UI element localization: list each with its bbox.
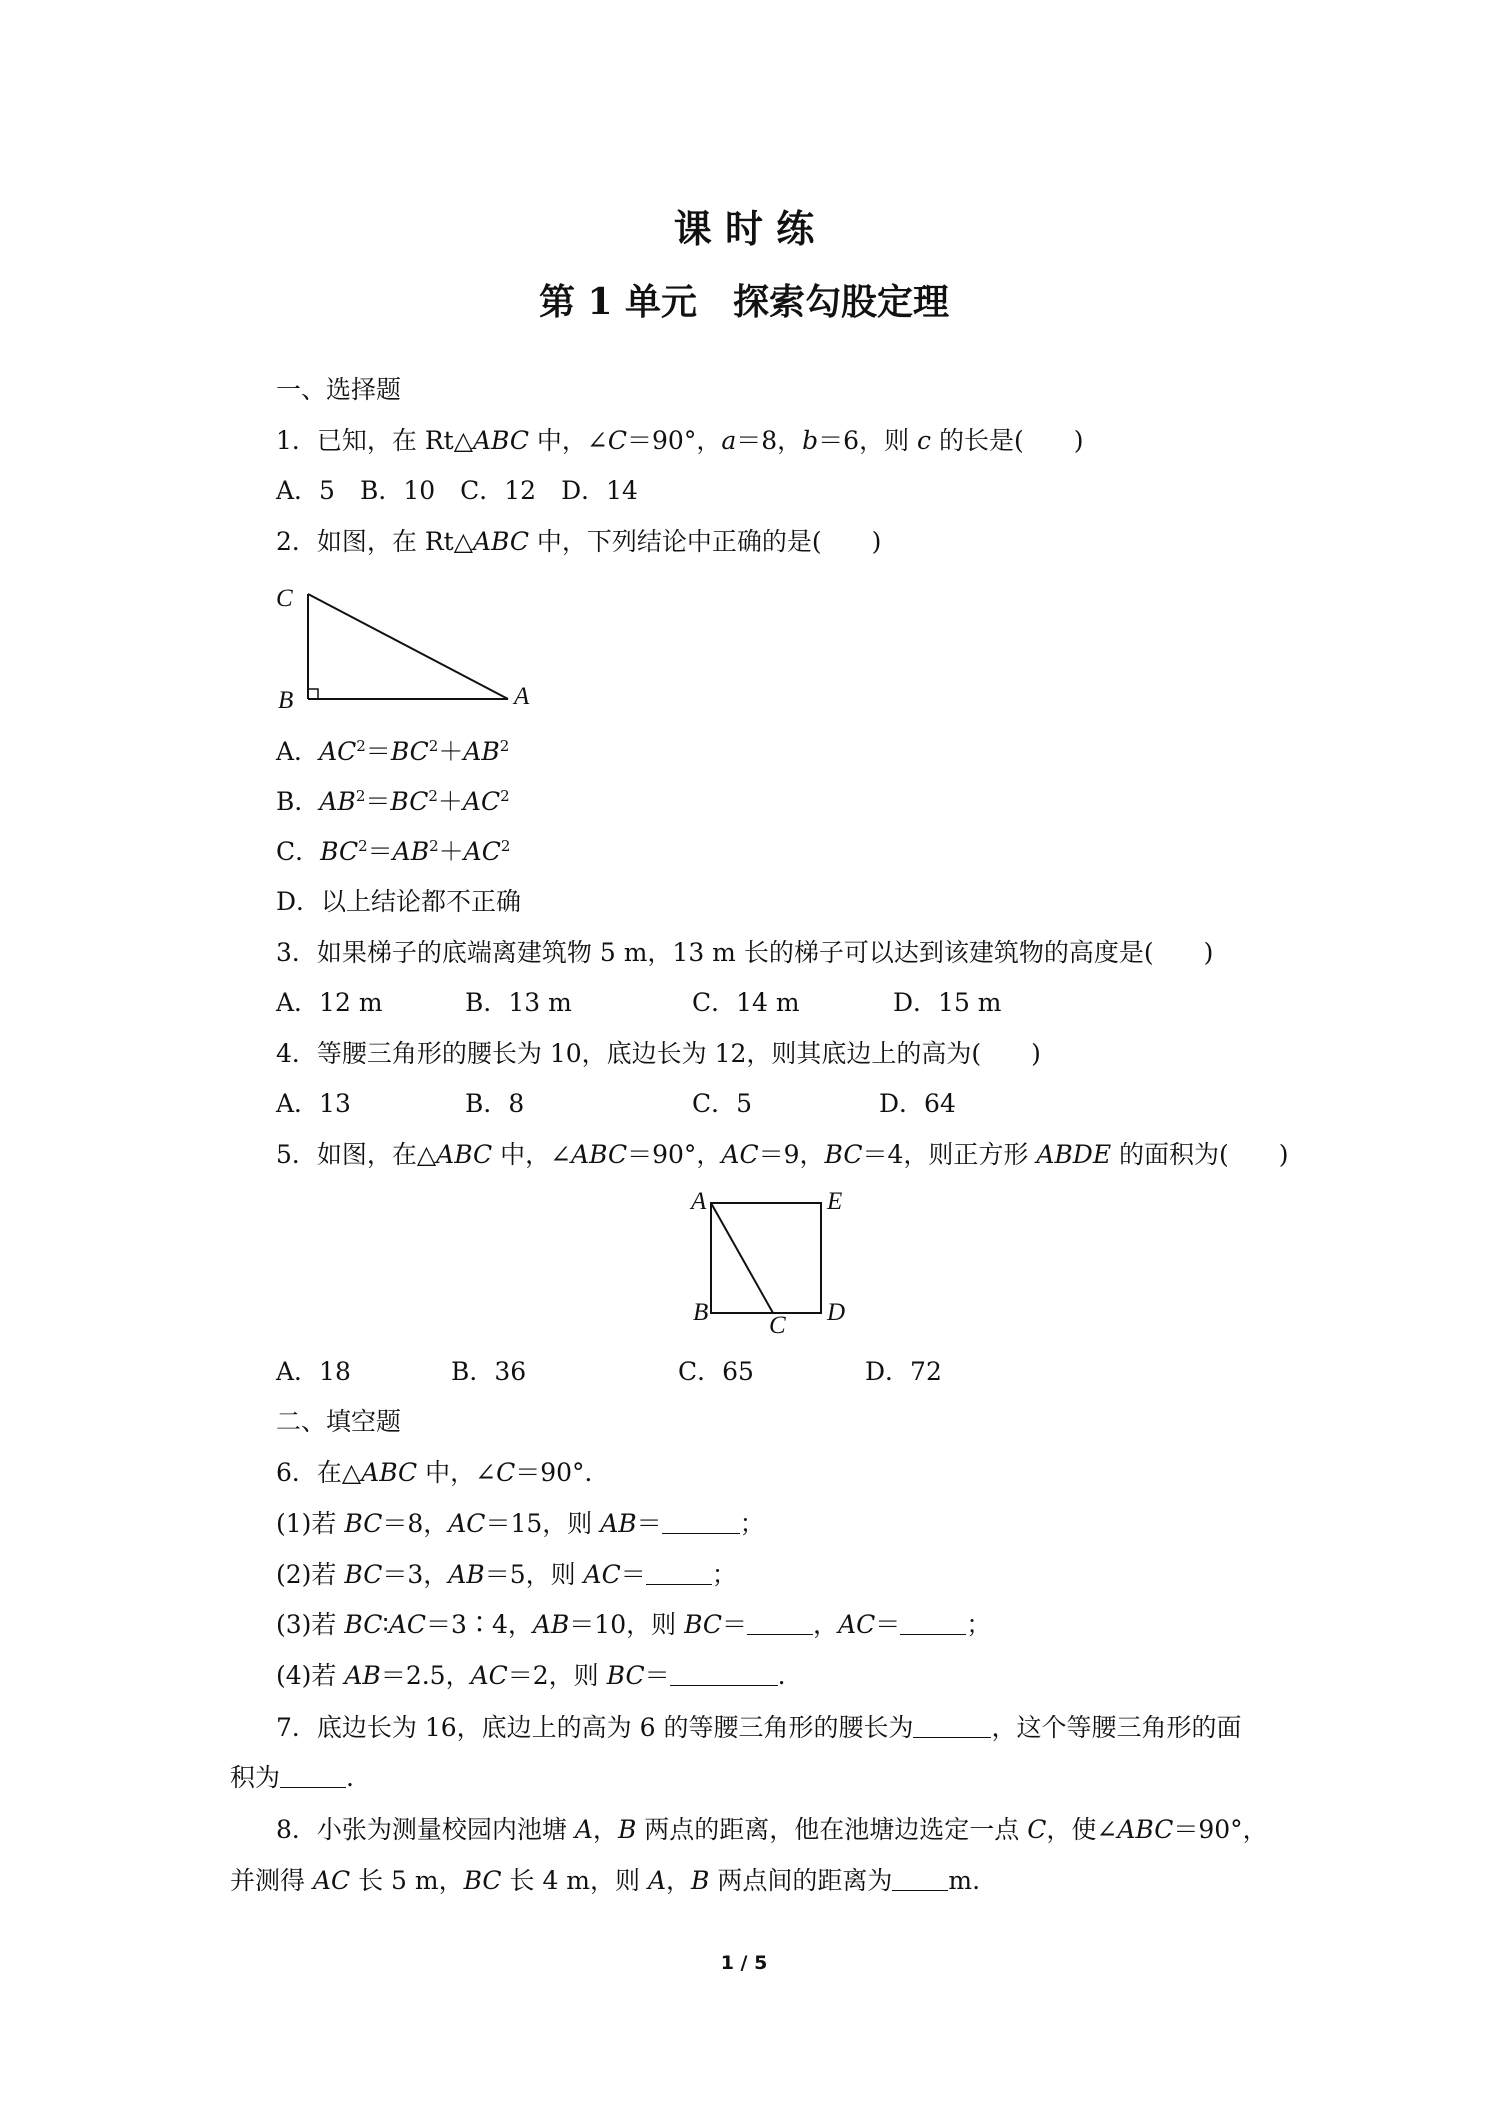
question-2-option-c: C．$BC^2=AB^2+AC^2$ [276,837,511,866]
question-2: 2．如图，在 Rt△ABC 中，下列结论中正确的是( ) [276,527,882,556]
square-abde [711,1203,821,1313]
question-5-option-a: A．18 [276,1357,351,1386]
question-5-option-d: D．72 [865,1357,942,1386]
section-fill-heading: 二、填空题 [276,1407,402,1436]
vertex-label-c: C [276,585,293,612]
question-3-option-a: A．12 m [276,988,383,1017]
section-choice-heading: 一、选择题 [276,375,402,404]
question-3-option-d: D．15 m [893,988,1002,1017]
question-8-line-2: 并测得 AC 长 5 m，BC 长 4 m，则 A，B 两点间的距离为 m. [230,1866,981,1895]
question-5-option-b: B．36 [451,1357,527,1386]
answer-blank[interactable] [900,1610,966,1635]
question-3: 3．如果梯子的底端离建筑物 5 m，13 m 长的梯子可以达到该建筑物的高度是( ) [276,938,1214,967]
question-2-option-b: B．$AB^2=BC^2+AC^2$ [276,787,510,816]
segment-ac [711,1203,773,1313]
triangle-side-ca [308,594,508,699]
vertex-label-a: A [514,683,530,710]
answer-blank[interactable] [280,1763,346,1788]
question-6-part-1: (1)若 BC＝8，AC＝15，则 AB＝ ； [276,1509,765,1538]
question-2-option-a: A．$AC^2=BC^2+AB^2$ [276,737,510,766]
question-1-options: A．5 B．10 C．12 D．14 [276,476,638,505]
question-1: 1．已知，在 Rt△ABC 中，∠C＝90°，a＝8，b＝6，则 c 的长是( ) [276,426,1084,455]
question-2-option-d: D．以上结论都不正确 [276,887,522,916]
question-6-part-2: (2)若 BC＝3，AB＝5，则 AC＝ ； [276,1560,737,1589]
page-title: 课 时 练 [673,206,815,251]
vertex-label-b: B [278,687,294,714]
question-4-option-d: D．64 [879,1089,956,1118]
question-4-option-b: B．8 [465,1089,525,1118]
square-figure [685,1185,850,1335]
question-4-option-a: A．13 [276,1089,351,1118]
answer-blank[interactable] [646,1560,712,1585]
answer-blank[interactable] [747,1610,813,1635]
vertex-label-c: C [769,1312,786,1335]
question-6: 6．在△ABC 中，∠C＝90°． [276,1458,610,1487]
right-angle-mark [308,689,318,699]
question-7-line-1: 7．底边长为 16，底边上的高为 6 的等腰三角形的腰长为 ，这个等腰三角形的面 [276,1713,1242,1742]
question-6-part-4: (4)若 AB＝2.5，AC＝2，则 BC＝ . [276,1661,786,1690]
right-triangle-figure [270,574,540,714]
question-6-part-3: (3)若 BC∶AC＝3∶4，AB＝10，则 BC＝ ，AC＝ ； [276,1610,992,1639]
vertex-label-b: B [693,1299,709,1326]
question-3-option-c: C．14 m [692,988,800,1017]
question-8-line-1: 8．小张为测量校园内池塘 A，B 两点的距离，他在池塘边选定一点 C，使∠ABC＝90°， [276,1815,1268,1844]
question-4-option-c: C．5 [692,1089,753,1118]
question-5-option-c: C．65 [678,1357,754,1386]
answer-blank[interactable] [913,1713,991,1738]
question-5: 5．如图，在△ABC 中，∠ABC＝90°，AC＝9，BC＝4，则正方形 ABDE 的面积为( ) [276,1140,1289,1169]
vertex-label-e: E [827,1188,843,1215]
question-7-line-2: 积为 . [230,1763,354,1792]
vertex-label-a: A [691,1188,707,1215]
answer-blank[interactable] [662,1509,740,1534]
answer-blank[interactable] [670,1661,778,1686]
unit-title: 第 1 单元 探索勾股定理 [538,281,950,323]
question-4: 4．等腰三角形的腰长为 10，底边长为 12，则其底边上的高为( ) [276,1039,1041,1068]
answer-blank[interactable] [892,1866,948,1891]
question-3-option-b: B．13 m [465,988,572,1017]
page-number: 1 / 5 [720,1952,768,1974]
vertex-label-d: D [827,1299,846,1326]
